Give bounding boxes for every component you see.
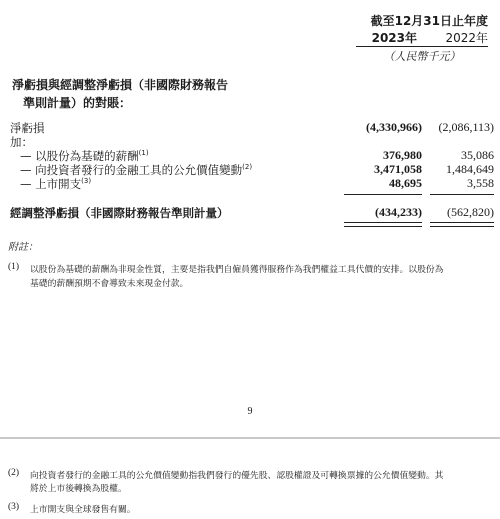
fv-change-note-ref: (2) — [242, 163, 253, 172]
note-2-line2: 將於上市後轉換為股權。 — [30, 484, 127, 494]
section-title-line2: 準則計量）的對賬： — [23, 96, 132, 110]
fv-change-label: — 向投資者發行的金融工具的公允價值變動 — [20, 163, 243, 177]
adjusted-net-loss-2022: (562,820) — [447, 205, 494, 219]
share-comp-2022: 35,086 — [461, 148, 494, 162]
listing-exp-2022: 3,558 — [467, 176, 494, 190]
subtotal-rule-2022 — [430, 194, 494, 195]
notes-heading: 附註： — [8, 242, 38, 253]
year-prior-header: 2022年 — [445, 31, 488, 45]
listing-exp-label: — 上市開支 — [20, 177, 82, 191]
share-comp-2023: 376,980 — [383, 148, 422, 162]
net-loss-2023: (4,330,966) — [366, 120, 422, 134]
note-2-line1: 向投資者發行的金融工具的公允價值變動指我們發行的優先股、認股權證及可轉換票據的公允價值變動。其 — [30, 471, 444, 481]
note-3-mark: (3) — [8, 502, 20, 512]
section-title-line1: 淨虧損與經調整淨虧損（非國際財務報告 — [12, 78, 229, 92]
add-label: 加： — [10, 135, 33, 149]
adjusted-net-loss-2023: (434,233) — [375, 205, 422, 219]
note-1-line2: 基礎的薪酬預期不會導致未來現金付款。 — [30, 279, 189, 289]
period-header: 截至12月31日止年度 — [370, 14, 488, 28]
subtotal-rule-2023 — [344, 194, 422, 195]
adjusted-net-loss-label: 經調整淨虧損（非國際財務報告準則計量） — [10, 206, 229, 220]
page-separator — [0, 437, 500, 439]
year-current-header: 2023年 — [371, 31, 417, 45]
fv-change-2022: 1,484,649 — [446, 162, 494, 176]
listing-exp-note-ref: (3) — [81, 177, 92, 186]
net-loss-2022: (2,086,113) — [438, 120, 494, 134]
net-loss-label: 淨虧損 — [10, 121, 45, 135]
page-number: 9 — [247, 406, 253, 417]
share-comp-note-ref: (1) — [138, 149, 149, 158]
note-1-line1: 以股份為基礎的薪酬為非現金性質，主要是指我們自僱員獲得服務作為我們權益工具代價的安排。以股份為 — [30, 265, 444, 275]
total-double-rule-2023 — [344, 222, 422, 227]
listing-exp-row-label — [20, 176, 91, 192]
note-1-mark: (1) — [8, 262, 20, 272]
listing-exp-2023: 48,695 — [389, 176, 422, 190]
note-2-mark: (2) — [8, 468, 20, 478]
note-3-line1: 上市開支與全球發售有關。 — [30, 505, 136, 515]
unit-label: （人民幣千元） — [383, 50, 461, 63]
fv-change-2023: 3,471,058 — [374, 162, 422, 176]
share-comp-label: — 以股份為基礎的薪酬 — [20, 149, 139, 163]
header-rule — [356, 46, 488, 47]
total-double-rule-2022 — [430, 222, 494, 227]
